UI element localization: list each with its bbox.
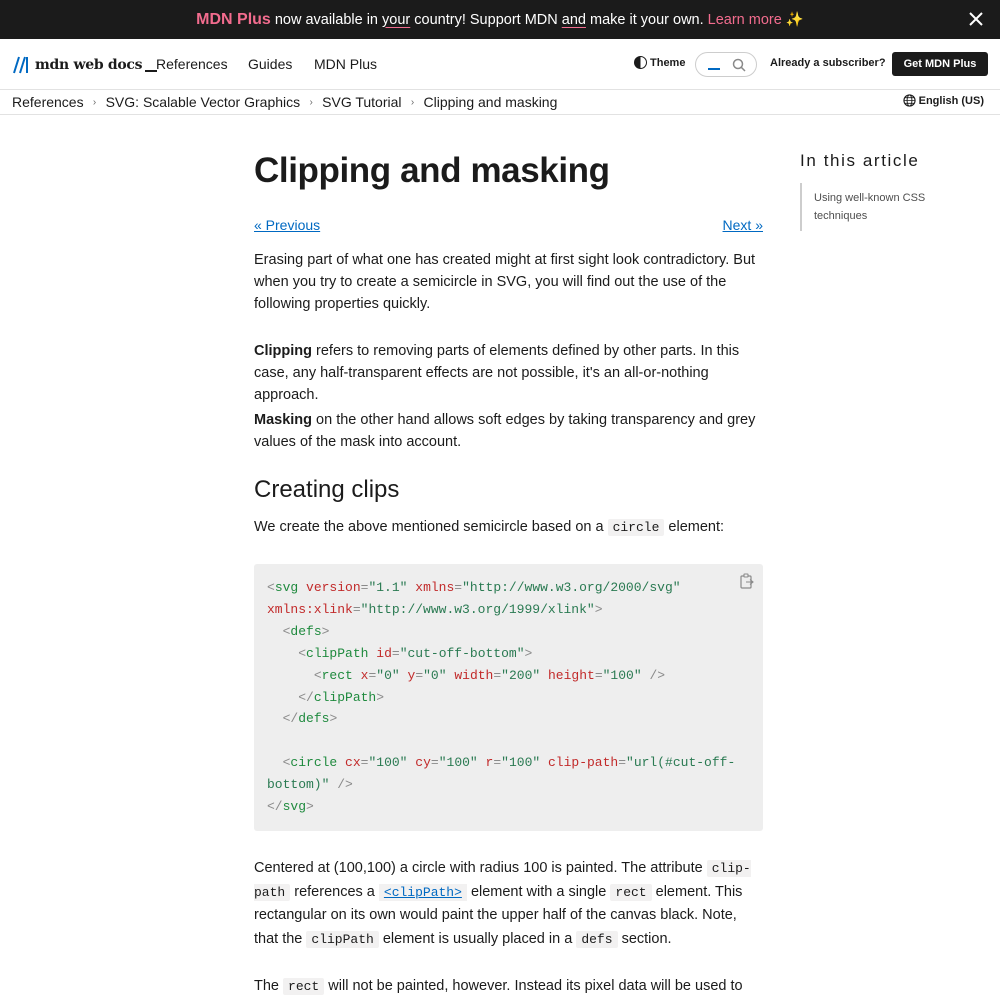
text-span: The <box>254 978 279 994</box>
text-span: We create the above mentioned semicircle based on a <box>254 519 604 535</box>
code-example <box>254 564 763 831</box>
theme-label: Theme <box>650 56 686 69</box>
masking-paragraph <box>254 409 763 453</box>
banner-brand: MDN Plus <box>196 10 271 28</box>
text-span: will not be painted, however. Instead its pixel data will be used to <box>328 978 743 994</box>
clipping-description: refers to removing parts of elements defined by other parts. In this case, any half-transparent effects are not possible, it's an all-or-nothing approach. <box>254 343 740 403</box>
close-icon[interactable] <box>968 11 984 27</box>
code-block <box>267 577 735 818</box>
theme-toggle[interactable] <box>634 56 685 69</box>
inline-code: rect <box>283 978 324 995</box>
inline-code: clipPath <box>306 931 378 948</box>
code-line: <defs> <box>282 623 330 639</box>
banner-text-3: make it your own. <box>590 11 704 28</box>
clippath-link[interactable]: <clipPath> <box>379 884 467 901</box>
code-line: </svg> <box>267 799 314 815</box>
text-span: element is usually placed in a <box>382 930 573 947</box>
mdn-logo[interactable] <box>12 55 157 75</box>
logo-text: mdn web docs <box>35 57 143 73</box>
chevron-right-icon: › <box>410 96 415 108</box>
language-label: English (US) <box>918 94 984 107</box>
inline-code: rect <box>610 884 651 901</box>
get-mdn-plus-button[interactable]: Get MDN Plus <box>892 52 988 76</box>
chevron-right-icon: › <box>309 96 313 108</box>
rect-paragraph <box>254 975 763 998</box>
breadcrumb-svg[interactable]: SVG: Scalable Vector Graphics <box>105 94 301 110</box>
inline-code: defs <box>576 931 617 948</box>
code-line: <svg version="1.1" xmlns="http://www.w3.org/2000/svg" <box>267 580 681 595</box>
toc-indicator <box>800 183 802 231</box>
clipping-term: Clipping <box>254 343 312 359</box>
masking-term: Masking <box>254 412 313 428</box>
text-span: element: <box>668 519 725 535</box>
inline-code: clip-path <box>254 861 751 900</box>
code-line: xmlns:xlink="http://www.w3.org/1999/xlink"> <box>267 601 603 617</box>
code-line: </defs> <box>282 711 338 727</box>
text-span: Centered at (100,100) a circle with radius 100 is painted. The attribute <box>254 860 703 876</box>
nav-guides[interactable]: Guides <box>248 56 293 72</box>
promo-banner <box>0 0 1000 39</box>
toc-title: In this article <box>800 151 920 170</box>
banner-text-your: your <box>382 11 411 28</box>
banner-text-2: country! Support MDN <box>414 11 558 28</box>
circle-paragraph <box>254 516 763 539</box>
text-span: references a <box>294 883 375 900</box>
inline-code: circle <box>608 519 665 536</box>
language-switcher[interactable] <box>903 94 984 107</box>
text-span: element with a single <box>470 883 607 900</box>
chevron-right-icon: › <box>92 96 97 108</box>
top-navigation <box>0 39 1000 90</box>
code-line: </clipPath> <box>298 689 385 705</box>
code-line: <rect x="0" y="0" width="200" height="100" /> <box>313 667 666 683</box>
breadcrumb-svg-tutorial[interactable]: SVG Tutorial <box>322 94 402 110</box>
masking-description: on the other hand allows soft edges by taking transparency and grey values of the mask into account. <box>254 412 756 450</box>
search-caret <box>708 68 720 70</box>
intro-paragraph: Erasing part of what one has created might at first sight look contradictory. But when you try to create a semicircle in SVG, you will find out the use of the following properties quickly. <box>254 252 756 312</box>
breadcrumb-current[interactable]: Clipping and masking <box>423 94 558 110</box>
mdn-logo-icon <box>12 55 32 75</box>
banner-text-and: and <box>561 11 586 28</box>
text-span: element. This rectangular on its own would paint the upper half of the canvas black. Note, that the <box>254 883 743 947</box>
theme-icon <box>634 56 647 69</box>
already-subscriber-link[interactable]: Already a subscriber? <box>770 57 886 69</box>
code-line: <circle cx="100" cy="100" r="100" clip-path="url(#cut-off- <box>282 755 736 771</box>
search-icon[interactable] <box>732 58 746 72</box>
globe-icon <box>903 94 916 107</box>
nav-references[interactable]: References <box>156 56 228 72</box>
next-link[interactable]: Next » <box>722 217 763 233</box>
nav-mdn-plus[interactable]: MDN Plus <box>314 56 378 72</box>
search-input[interactable] <box>695 52 757 77</box>
text-span: section. <box>621 930 672 947</box>
breadcrumb-bar <box>0 90 1000 115</box>
code-line: <clipPath id="cut-off-bottom"> <box>298 645 533 661</box>
clipping-paragraph <box>254 340 763 406</box>
copy-icon[interactable] <box>739 573 755 590</box>
code-line: bottom)" /> <box>267 777 353 793</box>
sparkle-icon: ✨ <box>785 12 804 28</box>
centered-paragraph <box>254 857 763 951</box>
toc-item-css-techniques[interactable]: Using well-known CSS techniques <box>814 192 926 222</box>
banner-text-1: now available in <box>274 11 378 28</box>
previous-link[interactable]: « Previous <box>254 217 321 233</box>
breadcrumb <box>12 94 557 110</box>
page-title: Clipping and masking <box>254 151 610 190</box>
section-heading-creating-clips: Creating clips <box>254 476 400 503</box>
learn-more-link[interactable]: Learn more <box>707 11 782 28</box>
breadcrumb-references[interactable]: References <box>12 94 84 110</box>
